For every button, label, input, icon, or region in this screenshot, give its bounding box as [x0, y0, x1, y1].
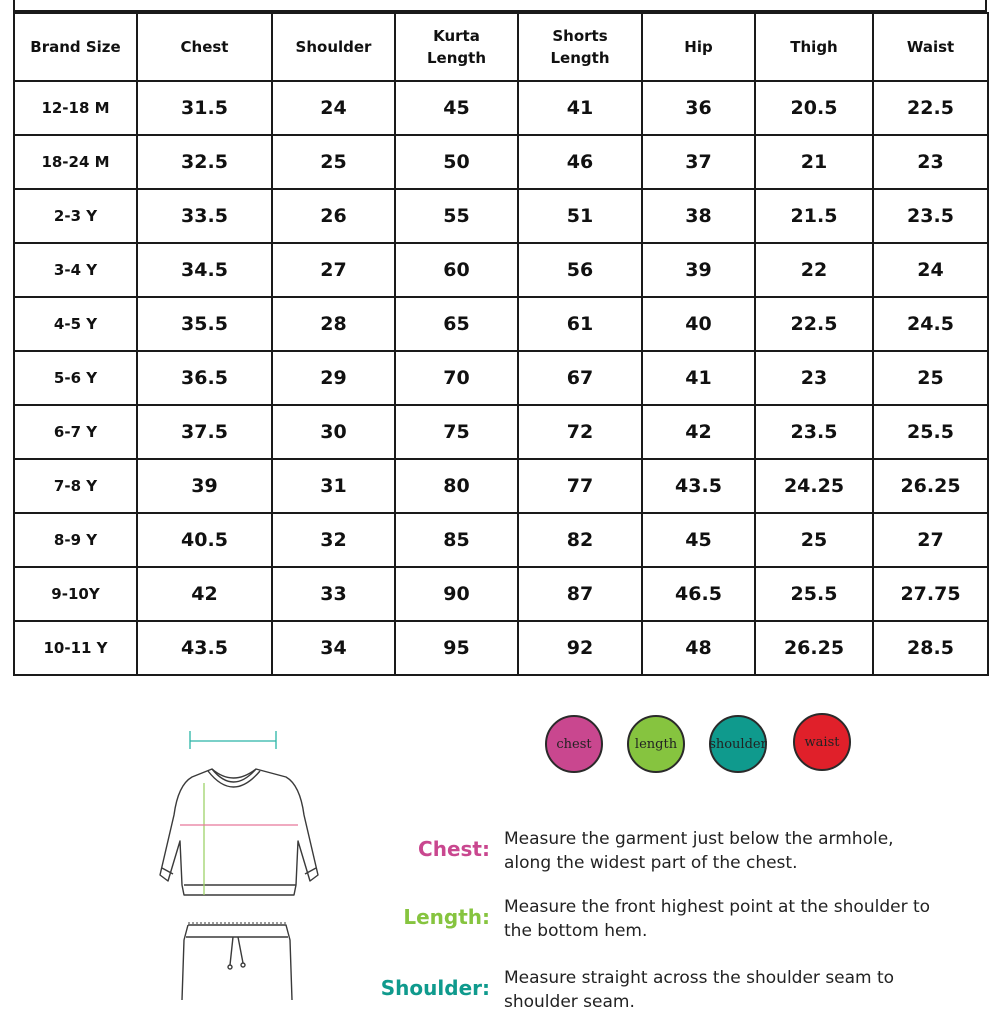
chest-legend-label: chest — [556, 736, 592, 752]
column-header-text: Shorts — [552, 27, 608, 45]
measurement-cell: 29 — [272, 351, 395, 405]
measurement-cell: 36 — [642, 81, 755, 135]
measurement-cell: 42 — [137, 567, 272, 621]
table-row — [14, 459, 988, 513]
measurement-cell: 33.5 — [137, 189, 272, 243]
measurement-cell: 27.75 — [873, 567, 988, 621]
measurement-cell: 67 — [518, 351, 642, 405]
measurement-cell: 43.5 — [642, 459, 755, 513]
measurement-cell: 30 — [272, 405, 395, 459]
column-header — [272, 13, 395, 81]
measurement-cell: 24 — [873, 243, 988, 297]
table-row — [14, 135, 988, 189]
column-header — [137, 13, 272, 81]
measurement-cell: 27 — [873, 513, 988, 567]
measurement-cell: 36.5 — [137, 351, 272, 405]
measurement-cell: 95 — [395, 621, 518, 675]
measurement-cell: 90 — [395, 567, 518, 621]
measurement-cell: 24.5 — [873, 297, 988, 351]
column-header — [14, 13, 137, 81]
measurement-cell: 28.5 — [873, 621, 988, 675]
size-cell: 9-10Y — [14, 567, 137, 621]
table-row — [14, 405, 988, 459]
measurement-cell: 56 — [518, 243, 642, 297]
shoulder-legend-label: shoulder — [709, 736, 767, 752]
measurement-cell: 35.5 — [137, 297, 272, 351]
measurement-cell: 26.25 — [873, 459, 988, 513]
sweatshirt-shorts-icon — [140, 725, 340, 1000]
column-header-text: Waist — [906, 38, 955, 56]
measurement-cell: 25.5 — [755, 567, 873, 621]
measurement-cell: 40 — [642, 297, 755, 351]
measurement-cell: 75 — [395, 405, 518, 459]
measurement-cell: 22.5 — [755, 297, 873, 351]
waist-legend-dot — [793, 713, 851, 771]
measurement-cell: 77 — [518, 459, 642, 513]
measurement-cell: 37.5 — [137, 405, 272, 459]
table-row — [14, 567, 988, 621]
column-header-text: Length — [550, 49, 610, 67]
table-body — [14, 81, 988, 675]
size-cell: 7-8 Y — [14, 459, 137, 513]
table-row — [14, 243, 988, 297]
guide-shoulder-label: Shoulder: — [380, 976, 490, 1000]
size-cell: 10-11 Y — [14, 621, 137, 675]
measurement-cell: 39 — [137, 459, 272, 513]
measurement-cell: 51 — [518, 189, 642, 243]
column-header — [642, 13, 755, 81]
column-header-text: Kurta — [433, 27, 480, 45]
guide-chest-label: Chest: — [418, 837, 490, 861]
measurement-cell: 70 — [395, 351, 518, 405]
column-header-text: Length — [427, 49, 486, 67]
measurement-cell: 28 — [272, 297, 395, 351]
measurement-cell: 24.25 — [755, 459, 873, 513]
size-cell: 6-7 Y — [14, 405, 137, 459]
measurement-cell: 23.5 — [755, 405, 873, 459]
garment-illustration — [140, 725, 340, 1000]
measurement-cell: 87 — [518, 567, 642, 621]
measurement-cell: 50 — [395, 135, 518, 189]
measurement-cell: 25.5 — [873, 405, 988, 459]
size-cell: 2-3 Y — [14, 189, 137, 243]
measurement-cell: 41 — [518, 81, 642, 135]
table-row — [14, 621, 988, 675]
guide-length-text: Measure the front highest point at the shoulder to the bottom hem. — [504, 897, 931, 941]
guide-length-label: Length: — [403, 905, 490, 929]
measurement-cell: 20.5 — [755, 81, 873, 135]
measurement-cell: 43.5 — [137, 621, 272, 675]
size-table — [13, 12, 989, 676]
measurement-cell: 22.5 — [873, 81, 988, 135]
measurement-cell: 25 — [873, 351, 988, 405]
measurement-cell: 31.5 — [137, 81, 272, 135]
guide-shoulder-text: Measure straight across the shoulder seam to shoulder seam. — [504, 968, 895, 1012]
measurement-cell: 34.5 — [137, 243, 272, 297]
measurement-cell: 80 — [395, 459, 518, 513]
measurement-cell: 48 — [642, 621, 755, 675]
column-header-text: Brand Size — [30, 38, 121, 56]
measurement-cell: 92 — [518, 621, 642, 675]
table-row — [14, 513, 988, 567]
column-header-text: Chest — [180, 38, 229, 56]
measurement-cell: 55 — [395, 189, 518, 243]
column-header-text: Hip — [684, 38, 713, 56]
guide-chest-text: Measure the garment just below the armhole, along the widest part of the chest. — [504, 829, 894, 873]
measurement-cell: 24 — [272, 81, 395, 135]
measurement-cell: 82 — [518, 513, 642, 567]
table-top-strip — [13, 0, 987, 12]
measurement-cell: 23 — [873, 135, 988, 189]
measurement-cell: 25 — [272, 135, 395, 189]
measurement-cell: 33 — [272, 567, 395, 621]
measurement-cell: 61 — [518, 297, 642, 351]
table-row — [14, 189, 988, 243]
table-row — [14, 297, 988, 351]
column-header — [395, 13, 518, 81]
measurement-cell: 45 — [395, 81, 518, 135]
measurement-cell: 32.5 — [137, 135, 272, 189]
measurement-cell: 26 — [272, 189, 395, 243]
measurement-cell: 42 — [642, 405, 755, 459]
measurement-cell: 25 — [755, 513, 873, 567]
length-legend-dot — [627, 715, 685, 773]
size-cell: 5-6 Y — [14, 351, 137, 405]
measurement-cell: 37 — [642, 135, 755, 189]
length-legend-label: length — [634, 736, 678, 752]
measurement-cell: 46.5 — [642, 567, 755, 621]
measurement-cell: 39 — [642, 243, 755, 297]
waist-legend-label: waist — [804, 734, 840, 750]
measurement-cell: 21 — [755, 135, 873, 189]
measurement-cell: 23 — [755, 351, 873, 405]
measurement-cell: 45 — [642, 513, 755, 567]
measurement-cell: 26.25 — [755, 621, 873, 675]
column-header — [873, 13, 988, 81]
measurement-cell: 31 — [272, 459, 395, 513]
measurement-cell: 38 — [642, 189, 755, 243]
size-cell: 18-24 M — [14, 135, 137, 189]
size-cell: 4-5 Y — [14, 297, 137, 351]
shoulder-legend-dot — [709, 715, 767, 773]
measurement-cell: 41 — [642, 351, 755, 405]
size-cell: 8-9 Y — [14, 513, 137, 567]
measurement-cell: 21.5 — [755, 189, 873, 243]
measurement-cell: 60 — [395, 243, 518, 297]
measurement-cell: 72 — [518, 405, 642, 459]
table-row — [14, 351, 988, 405]
column-header — [518, 13, 642, 81]
table-header-row — [14, 13, 988, 81]
measurement-cell: 34 — [272, 621, 395, 675]
table-row — [14, 81, 988, 135]
measurement-cell: 40.5 — [137, 513, 272, 567]
measurement-cell: 32 — [272, 513, 395, 567]
column-header — [755, 13, 873, 81]
measurement-cell: 46 — [518, 135, 642, 189]
measurement-cell: 65 — [395, 297, 518, 351]
size-cell: 3-4 Y — [14, 243, 137, 297]
measurement-cell: 22 — [755, 243, 873, 297]
size-cell: 12-18 M — [14, 81, 137, 135]
measurement-legend — [545, 715, 865, 777]
column-header-text: Shoulder — [295, 38, 372, 56]
chest-legend-dot — [545, 715, 603, 773]
column-header-text: Thigh — [790, 38, 838, 56]
measurement-cell: 27 — [272, 243, 395, 297]
measurement-cell: 23.5 — [873, 189, 988, 243]
measurement-cell: 85 — [395, 513, 518, 567]
size-chart — [13, 0, 987, 676]
